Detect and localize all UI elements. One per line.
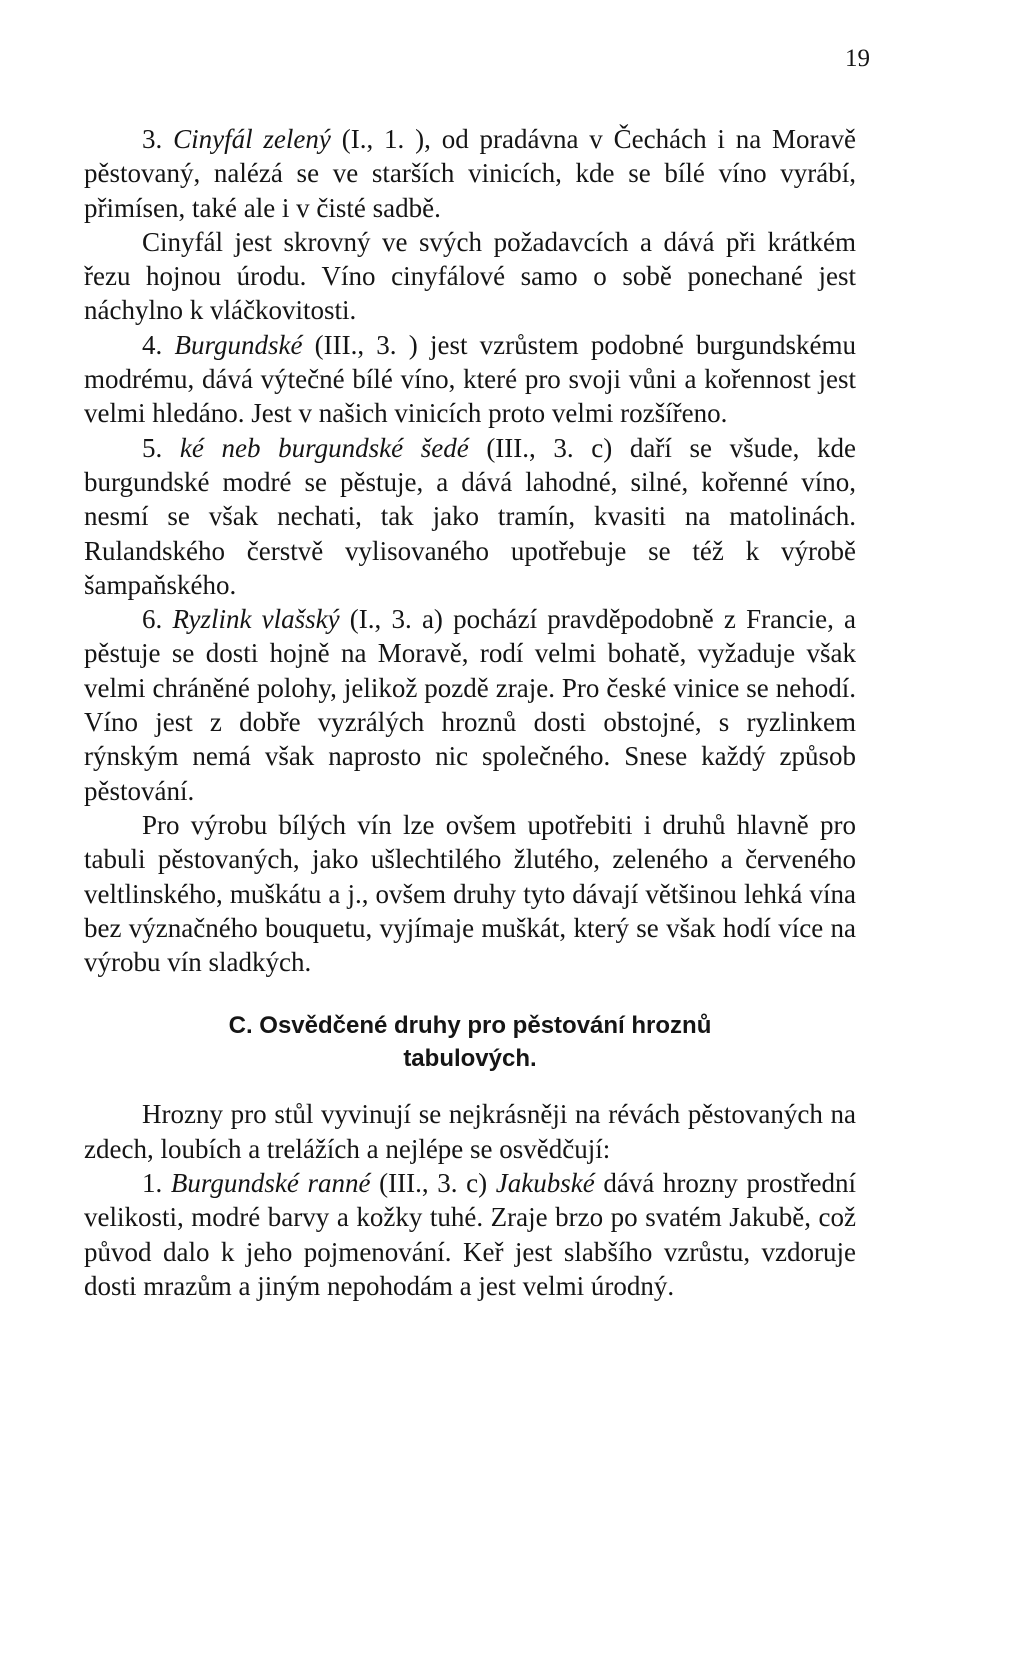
body-text [84, 122, 856, 1303]
paragraph-text: daří se všude, kde burgundské modré se pěstuje, a dává lahodné, silné, kořenné víno, nesmí se však nechati, tak jako tramín, kvasiti na matolinách. Rulandského čerstvě vylisovaného upotřebuje se též k výrobě šampaňského. [84, 432, 856, 600]
paragraph-text: Hrozny pro stůl vyvinují se nejkrásněji na révách pěstovaných na zdech, loubích a trelážích a nejlépe se osvědčují: [84, 1099, 856, 1164]
item-number: 3. [142, 124, 174, 154]
reference: (I., 3. a) [339, 604, 443, 635]
item-number: 4. [142, 329, 175, 360]
paragraph-vyroba [84, 808, 856, 979]
paragraph-cinyfal-continued [84, 225, 856, 328]
paragraph-ryzlink [84, 602, 856, 808]
variety-alias: Jakubské [495, 1168, 595, 1199]
paragraph-text: od pradávna v Čechách i na Moravě pěstovaný, nalézá se ve starších vinicích, kde se bílé víno vyrábí, přimísen, také ale i v čisté sadbě. [84, 124, 857, 223]
variety-name: Ryzlink vlašský [172, 604, 340, 635]
paragraph-hrozny [84, 1097, 856, 1166]
item-number: 1. [142, 1168, 171, 1199]
paragraph-text: jest vzrůstem podobné burgundskému modrému, dává výtečné bílé víno, které pro svoji vůni a kořennost jest velmi hledáno. Jest v našich vinicích proto velmi rozšířeno. [84, 329, 856, 429]
variety-name: Cinyfál zelený [173, 124, 331, 154]
variety-name: Burgundské ranné [170, 1168, 371, 1199]
section-heading-line: C. Osvědčené druhy pro pěstování hroznů [228, 1012, 712, 1040]
reference: (III., 3. c) [370, 1168, 496, 1199]
paragraph-rulandske [84, 431, 856, 602]
paragraph-text: Cinyfál jest skrovný ve svých požadavcích a dává při krátkém řezu hojnou úrodu. Víno cinyfálové samo o sobě ponechané jest náchylno k vláčkovitosti. [84, 226, 856, 326]
reference: (I., 1. ), [330, 124, 431, 154]
paragraph-text: dává hrozny prostřední velikosti, modré barvy a kožky tuhé. Zraje brzo po svatém Jakubě, což původ dalo k jeho pojmenování. Keř jest slabšího vzrůstu, vzdoruje dosti mrazům a jiným nepohodám a jest velmi úrodný. [84, 1168, 857, 1301]
variety-name: Burgundské [174, 329, 303, 360]
item-number: 6. [142, 604, 173, 635]
item-number: 5. [142, 432, 180, 463]
paragraph-burgundske [84, 328, 856, 431]
page-number: 19 [845, 45, 870, 72]
paragraph-text: pochází pravděpodobně z Francie, a pěstuje se dosti hojně na Moravě, rodí velmi bohatě, vyžaduje však velmi chráněné polohy, jelikož pozdě zraje. Pro české vinice se nehodí. Víno jest z dobře vyzrálých hroznů dosti obstojné, s ryzlinkem rýnským nemá však naprosto nic společného. Snese každý způsob pěstování. [84, 604, 856, 806]
reference: (III., 3. ) [302, 329, 418, 360]
variety-name: ké neb burgundské šedé [179, 432, 469, 463]
paragraph-cinyfal [84, 122, 856, 225]
paragraph-burgundske-ranne [84, 1166, 856, 1303]
section-heading [84, 1009, 856, 1075]
section-heading-line: tabulových. [403, 1045, 537, 1073]
reference: (III., 3. c) [468, 432, 613, 463]
paragraph-text: Pro výrobu bílých vín lze ovšem upotřebiti i druhů hlavně pro tabuli pěstovaných, jako ušlechtilého žlutého, zeleného a červeného veltlinského, muškátu a j., ovšem druhy tyto dávají většinou lehká vína bez význačného bouquetu, vyjímaje muškát, který se však hodí více na výrobu vín sladkých. [84, 809, 856, 978]
